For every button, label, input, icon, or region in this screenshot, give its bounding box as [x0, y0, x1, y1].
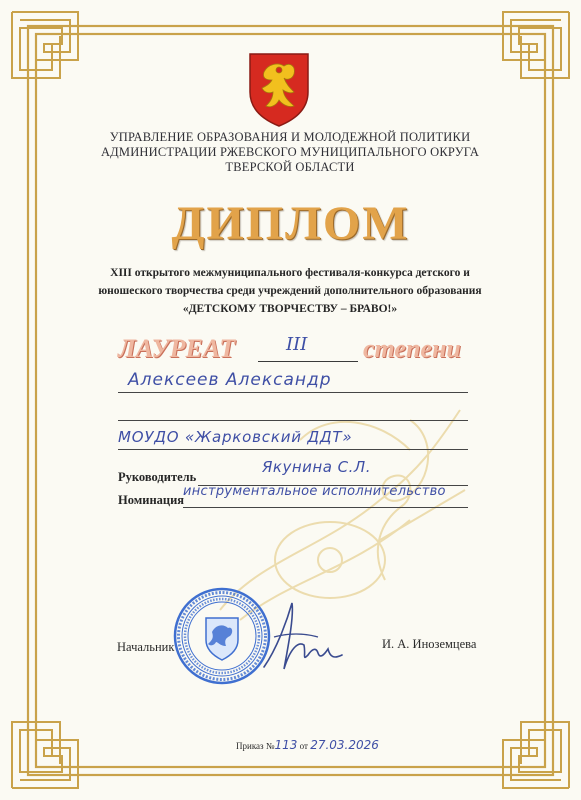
head-value: Якунина С.Л.: [262, 458, 371, 476]
school-underline: [118, 449, 468, 450]
order-date: 27.03.2026: [310, 738, 379, 752]
head-label: Руководитель: [118, 470, 197, 484]
diploma-title: ДИПЛОМ: [171, 197, 410, 250]
blank-line: [118, 420, 468, 421]
official-stamp: [172, 586, 272, 686]
laureate-label: ЛАУРЕАТ: [118, 334, 236, 363]
order-date-prefix: от: [299, 741, 308, 751]
recipient-name: Алексеев Александр: [128, 370, 332, 390]
degree-label: степени: [363, 334, 461, 363]
degree-underline: [258, 361, 358, 362]
coat-of-arms-emblem: [246, 50, 312, 128]
organization-line-2: АДМИНИСТРАЦИИ РЖЕВСКОГО МУНИЦИПАЛЬНОГО ОКРУГА: [100, 145, 480, 159]
nomination-label: Номинация: [118, 493, 185, 507]
organization-line-1: УПРАВЛЕНИЕ ОБРАЗОВАНИЯ И МОЛОДЕЖНОЙ ПОЛИТИКИ: [109, 130, 471, 144]
festival-line-1: XIII открытого межмуниципального фестиваля-конкурса детского и: [110, 267, 470, 279]
degree-value: III: [286, 334, 308, 355]
nomination-underline: [183, 507, 468, 508]
festival-description: [55, 264, 525, 318]
signature: [258, 597, 348, 677]
recipient-school: МОУДО «Жарковский ДДТ»: [118, 428, 353, 446]
signatory-position: Начальник: [117, 640, 175, 654]
signatory-name: И. А. Иноземцева: [382, 637, 477, 651]
order-number: 113: [274, 738, 298, 752]
laureate-row: [118, 334, 478, 368]
organization-line-3: ТВЕРСКОЙ ОБЛАСТИ: [225, 160, 355, 174]
name-underline: [118, 392, 468, 393]
order-label: Приказ №: [236, 741, 275, 751]
organization-header: [60, 130, 520, 175]
nomination-value: инструментальное исполнительство: [183, 484, 446, 499]
order-reference: [236, 738, 379, 752]
festival-line-2: юношеского творчества среди учреждений дополнительного образования: [98, 285, 482, 297]
festival-line-3: «ДЕТСКОМУ ТВОРЧЕСТВУ – БРАВО!»: [182, 303, 398, 315]
